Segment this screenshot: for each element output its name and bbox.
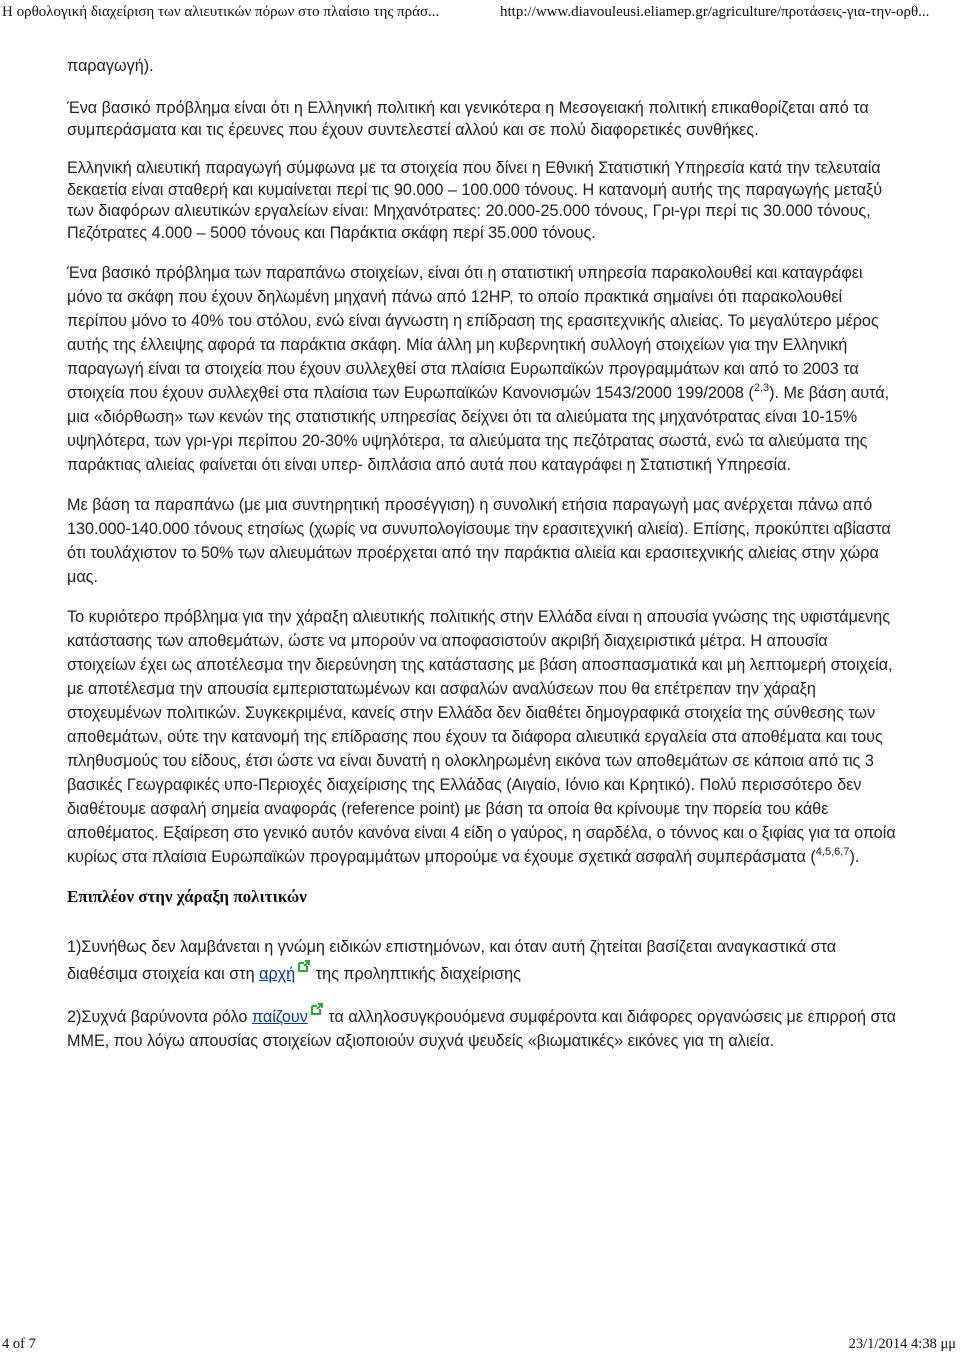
paragraph-text: ). <box>849 848 860 866</box>
external-link-icon <box>297 959 311 973</box>
arxi-link[interactable]: αρχή <box>259 965 296 983</box>
paragraph-text: Ένα βασικό πρόβλημα των παραπάνω στοιχείων, είναι ότι η στατιστική υπηρεσία παρακολουθεί και καταγράφει μόνο τα σκάφη που έχουν δηλωμένη μηχανή πάνω από 12HP, το οποίο πρακτικά σημαίνει ότι παρακολουθεί περίπου μόνο το 40% του στόλου, ενώ είναι άγνωστη η επίδραση της ερασιτεχνικής αλιείας. Το μεγαλύτερο μέρος αυτής της έλλειψης αφορά τα παράκτια σκάφη. Μία άλλη μη κυβερνητική συλλογή στοιχείων για την Ελληνική παραγωγή είναι τα στοιχεία που έχουν συλλεχθεί στα πλαίσια Ευρωπαϊκών προγραμμάτων και από το 2003 τα στοιχεία που έχουν συλλεχθεί στα πλαίσια των Ευρωπαϊκών Κανονισμών 1543/2000 199/2008 ( <box>67 264 879 402</box>
external-link-icon <box>310 1002 324 1016</box>
paragraph <box>67 1002 897 1053</box>
print-datetime: 23/1/2014 4:38 μμ <box>848 1336 956 1352</box>
paragraph-text: Το κυριότερο πρόβλημα για την χάραξη αλιευτικής πολιτικής στην Ελλάδα είναι η απουσία γνώσης της υφιστάμενης κατάστασης των αποθεμάτων, ώστε να μπορούν να αποφασιστούν ακριβή διαχειριστικά μέτρα. Η απουσία στοιχείων έχει ως αποτέλεσμα την διερεύνηση της κατάστασης με βάση αποσπασματικά και μη λεπτομερή στοιχεία, με αποτέλεσμα την απουσία εμπεριστατωμένων και ασφαλών αναλύσεων που θα επέτρεπαν την χάραξη στοχευμένων πολιτικών. Συγκεκριμένα, κανείς στην Ελλάδα δεν διαθέτει δημογραφικά στοιχεία της σύνθεσης των αποθεμάτων, ούτε την κατανομή της επίδρασης που έχουν τα διάφορα αλιευτικά εργαλεία στα αποθέματα και τους πληθυσμούς του είδους, έτσι ώστε να είναι δυνατή η ολοκληρωμένη εικόνα των αποθεμάτων σε κάποια από τις 3 βασικές Γεωγραφικές υπο-Περιοχές διαχείρισης της Ελλάδας (Αιγαίο, Ιόνιο και Κρητικό). Πολύ περισσότερο δεν διαθέτουμε ασφαλή σημεία αναφοράς (reference point) με βάση τα οποία θα κρίνουμε την πορεία του κάθε αποθέματος. Εξαίρεση στο γενικό αυτόν κανόνα είναι 4 είδη ο γαύρος, η σαρδέλα, ο τόννος και ο ξιφίας για τα οποία κυρίως στα πλαίσια Ευρωπαϊκών προγραμμάτων μπορούμε να έχουμε σχετικά ασφαλή συμπεράσματα ( <box>67 608 896 866</box>
footnote-ref: 4,5,6,7 <box>815 846 850 858</box>
page-title: Η ορθολογική διαχείριση των αλιευτικών πόρων στο πλαίσιο της πράσ... <box>2 4 440 20</box>
page-url: http://www.diavouleusi.eliamep.gr/agriculture/προτάσεις-για-την-ορθ... <box>500 4 930 20</box>
section-heading: Επιπλέον στην χάραξη πολιτικών <box>67 887 307 906</box>
paragraph-text: ). Με βάση αυτά, μια «διόρθωση» των κενών της στατιστικής υπηρεσίας δείχνει ότι τα αλιεύματα της μηχανότρατας είναι 10-15% υψηλότερα, των γρι-γρι περίπου 20-30% υψηλότερα, τα αλιεύματα της πεζότρατας σωστά, ενώ τα αλιεύματα της παράκτιας αλιείας φαίνεται ότι είναι υπερ- διπλάσια από αυτά που καταγράφει η Στατιστική Υπηρεσία. <box>67 384 890 474</box>
paragraph-text: 1)Συνήθως δεν λαμβάνεται η γνώμη ειδικών επιστημόνων, και όταν αυτή ζητείται βασίζεται αναγκαστικά στα διαθέσιμα στοιχεία και στη <box>67 938 837 983</box>
paragraph <box>67 261 897 477</box>
paragraph <box>67 935 897 986</box>
paragraph: Ελληνική αλιευτική παραγωγή σύμφωνα με τα στοιχεία που δίνει η Εθνική Στατιστική Υπηρεσία κατά την τελευταία δεκαετία είναι σταθερή και κυμαίνεται περί τις 90.000 – 100.000 τόνους. Η κατανομή αυτής της παραγωγής μεταξύ των διαφόρων αλιευτικών εργαλείων είναι: Μηχανότρατες: 20.000-25.000 τόνους, Γρι-γρι περί τις 30.000 τόνους, Πεζότρατες 4.000 – 5000 τόνους και Παράκτια σκάφη περί 35.000 τόνους. <box>67 159 883 242</box>
print-footer <box>0 1334 960 1354</box>
print-header <box>0 0 960 24</box>
paizoun-link[interactable]: παίζουν <box>251 1008 308 1026</box>
paragraph: παραγωγή). <box>67 57 154 75</box>
paragraph-text: τα αλληλοσυγκρουόμενα συμφέροντα και διάφορες οργανώσεις με επιρροή στα ΜΜΕ, που λόγω απουσίας στοιχείων αξιοποιούν συχνά ψευδείς «βιωματικές» εικόνες για τη αλιεία. <box>67 1008 897 1050</box>
paragraph <box>67 605 897 869</box>
footnote-ref: 2,3 <box>753 382 770 394</box>
paragraph-text: 2)Συχνά βαρύνοντα ρόλο <box>67 1008 252 1026</box>
paragraph-text: της προληπτικής διαχείρισης <box>311 965 521 983</box>
paragraph: Με βάση τα παραπάνω (με μια συντηρητική προσέγγιση) η συνολική ετήσια παραγωγή μας ανέρχεται πάνω από 130.000-140.000 τόνους ετησίως (χωρίς να συνυπολογίσουμε την ερασιτεχνική αλιεία). Επίσης, προκύπτει αβίαστα ότι τουλάχιστον το 50% των αλιευμάτων προέρχεται από την παράκτια αλιεία και ερασιτεχνικής αλιείας στην χώρα μας. <box>67 496 891 586</box>
page-number: 4 of 7 <box>2 1336 36 1352</box>
article-body <box>67 56 897 1069</box>
paragraph: Ένα βασικό πρόβλημα είναι ότι η Ελληνική πολιτική και γενικότερα η Μεσογειακή πολιτική επικαθορίζεται από τα συμπεράσματα και τις έρευνες που έχουν συντελεστεί αλλού και σε πολύ διαφορετικές συνθήκες. <box>67 99 869 139</box>
